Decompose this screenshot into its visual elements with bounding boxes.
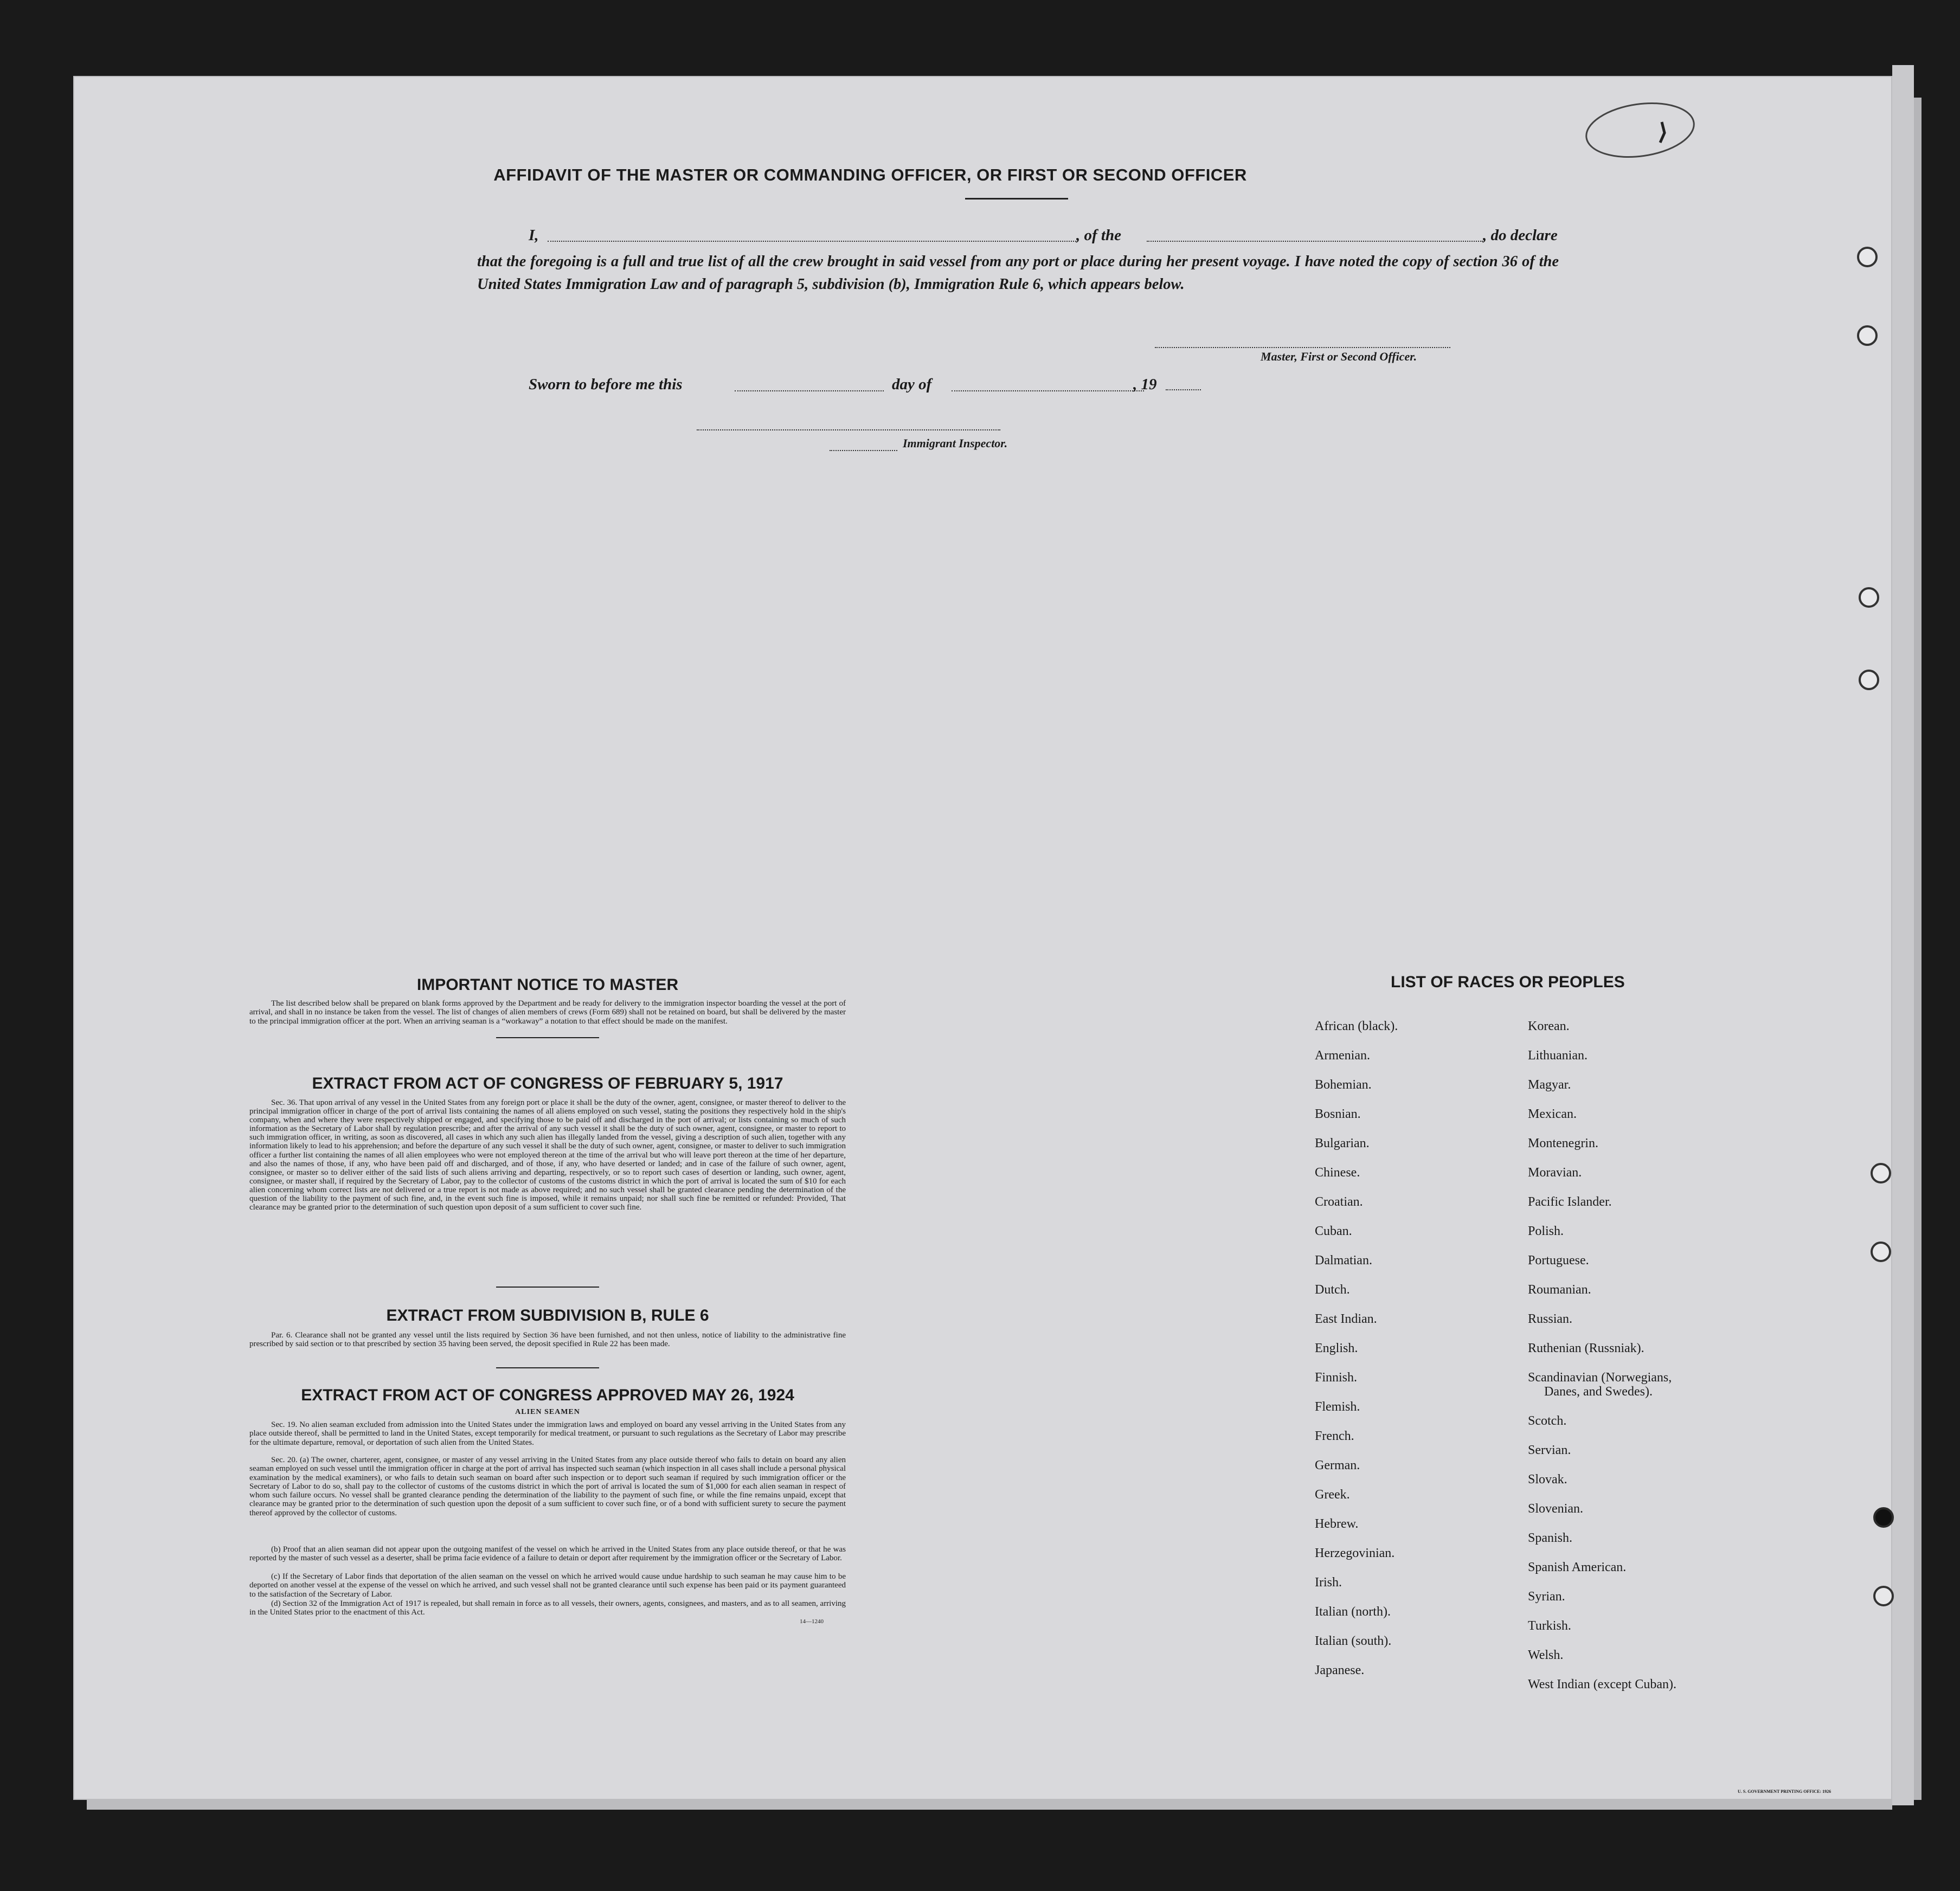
sec19-text: Sec. 19. No alien seaman excluded from admission into the United States under the immigration laws and employed on board any vessel arriving in the United States from any place outside thereof, shall be permitted to land in the United States, except temporarily for medical treatment, or pursuant to such regulations as the Secretary of Labor may prescribe for the ultimate departure, removal, or deportation of such alien from the United States. — [249, 1420, 846, 1447]
race-item: Herzegovinian. — [1315, 1546, 1395, 1560]
inspector-signature-line[interactable] — [697, 429, 1000, 430]
binder-hole-icon — [1857, 247, 1878, 267]
extract-1917-title: EXTRACT FROM ACT OF CONGRESS OF FEBRUARY 5, 1917 — [312, 1075, 783, 1092]
race-item: Magyar. — [1528, 1078, 1571, 1092]
sec20d-text: (d) Section 32 of the Immigration Act of 1917 is repealed, but shall remain in force as to all vessels, their owners, agents, consignees, and masters, and as to all seamen, arriving in the United States prior to the enactment of this Act. — [249, 1599, 846, 1617]
notice-title: IMPORTANT NOTICE TO MASTER — [416, 976, 679, 994]
binder-hole-icon — [1873, 1507, 1894, 1528]
race-item: Montenegrin. — [1528, 1136, 1598, 1150]
race-item: Finnish. — [1315, 1371, 1358, 1385]
race-item: Italian (south). — [1315, 1634, 1392, 1648]
sworn-year-line[interactable] — [1166, 389, 1201, 390]
race-item: Slovak. — [1528, 1472, 1567, 1487]
race-item: Roumanian. — [1528, 1283, 1591, 1297]
race-item: Slovenian. — [1528, 1502, 1583, 1516]
form-number: 14—1240 — [800, 1618, 824, 1625]
race-item: Cuban. — [1315, 1224, 1352, 1238]
race-item: French. — [1315, 1429, 1354, 1443]
race-item: Turkish. — [1528, 1619, 1571, 1633]
page-edge-shadow — [1914, 98, 1922, 1800]
race-item: Spanish. — [1528, 1531, 1573, 1545]
race-item: Croatian. — [1315, 1195, 1363, 1209]
race-item: Hebrew. — [1315, 1517, 1359, 1531]
race-item: Scotch. — [1528, 1414, 1567, 1428]
officer-signature-label: Master, First or Second Officer. — [1261, 350, 1417, 363]
race-item: Ruthenian (Russniak). — [1528, 1341, 1644, 1355]
affidavit-body: that the foregoing is a full and true list of all the crew brought in said vessel from any port or place during her present voyage. I have noted the copy of section 36 of the United States Immigration Law and of paragraph 5, subdivision (b), Immigration Rule 6, which appears below. — [477, 253, 1559, 293]
binder-hole-icon — [1871, 1242, 1891, 1262]
year-prefix: , 19 — [1133, 376, 1157, 393]
affidavit-i: I, — [529, 227, 539, 244]
sec20a-text: Sec. 20. (a) The owner, charterer, agent, consignee, or master of any vessel arriving in the United States from any place outside thereof who fails to detain on board any alien seaman employed on such vessel until the immigration officer in charge at the port of arrival has inspected such seaman (which inspection in all cases shall include a personal physical examination by the medical examiners), or who fails to detain such seaman on board after such inspection or to deport such seaman if required by such immigration officer or the Secretary of Labor to do so, shall pay to the collector of customs of the customs district in which the port of arrival is located the sum of $1,000 for each alien seaman in respect of whom such failure occurs. No vessel shall be granted clearance pending the determination of the liability to the payment of such fine, or while the fine remains unpaid, except that clearance may be granted prior to the determination of such question upon the deposit of a sum sufficient to cover such fine, or of a bond with sufficient surety to secure the payment thereof approved by the collector of customs. — [249, 1456, 846, 1517]
subdiv-b-text: Par. 6. Clearance shall not be granted any vessel until the lists required by Section 36 have been furnished, and not then unless, notice of liability to the administrative fine prescribed by said section or to that prescribed by section 35 having been served, the deposit specified in Rule 22 has been made. — [249, 1331, 846, 1349]
race-item: Irish. — [1315, 1575, 1342, 1590]
race-item: Danes, and Swedes). — [1544, 1385, 1653, 1399]
race-item: Moravian. — [1528, 1166, 1582, 1180]
binder-hole-icon — [1873, 1586, 1894, 1606]
officer-signature-line[interactable] — [1155, 347, 1450, 348]
subdiv-b-title: EXTRACT FROM SUBDIVISION B, RULE 6 — [386, 1307, 709, 1324]
affidavit-title: AFFIDAVIT OF THE MASTER OR COMMANDING OFFICER, OR FIRST OR SECOND OFFICER — [493, 165, 1247, 184]
extract-1917-rule — [496, 1287, 599, 1288]
extract-1924-title: EXTRACT FROM ACT OF CONGRESS APPROVED MAY 26, 1924 — [301, 1386, 794, 1404]
race-item: Portuguese. — [1528, 1253, 1589, 1268]
race-item: Spanish American. — [1528, 1560, 1627, 1574]
day-of-label: day of — [892, 376, 932, 393]
subdiv-b-rule — [496, 1367, 599, 1368]
race-item: Bosnian. — [1315, 1107, 1361, 1121]
stamp-mark — [1575, 98, 1700, 168]
race-item: African (black). — [1315, 1019, 1398, 1033]
sworn-month-line[interactable] — [952, 390, 1144, 391]
race-item: Chinese. — [1315, 1166, 1360, 1180]
page-edge — [1892, 65, 1914, 1805]
race-item: Syrian. — [1528, 1590, 1565, 1604]
sec20b-text: (b) Proof that an alien seaman did not appear upon the outgoing manifest of the vessel on which he arrived in the United States from any place outside thereof, or that he was reported by the master of such vessel as a deserter, shall be prima facie evidence of a failure to detain or deport after requirement by the immigration officer or the Secretary of Labor. — [249, 1545, 846, 1563]
race-item: Flemish. — [1315, 1400, 1360, 1414]
race-item: Mexican. — [1528, 1107, 1577, 1121]
race-item: Bulgarian. — [1315, 1136, 1370, 1150]
binder-hole-icon — [1859, 587, 1879, 608]
sec20c-text: (c) If the Secretary of Labor finds that deportation of the alien seaman on the vessel on which he arrived would cause undue hardship to such seaman he may cause him to be deported on another vessel at the expense of the vessel on which he arrived, and such vessel shall not be granted clearance until such expense has been paid or its payment guaranteed to the satisfaction of the Secretary of Labor. — [249, 1572, 846, 1599]
binder-hole-icon — [1857, 325, 1878, 346]
race-item: German. — [1315, 1458, 1360, 1472]
title-rule — [965, 198, 1068, 200]
sworn-prefix: Sworn to before me this — [529, 376, 683, 393]
race-item: Italian (north). — [1315, 1605, 1391, 1619]
extract-1917-text: Sec. 36. That upon arrival of any vessel in the United States from any foreign port or place it shall be the duty of the owner, agent, consignee, or master thereof to deliver to the principal immigration officer in charge of the port of arrival lists containing the names of all aliens employed on such vessel, stating the positions they respectively hold in the ship's company, when and where they were respectively shipped or engaged, and specifying those to be paid off and discharged in the port of arrival; or lists containing so much of such information as the Secretary of Labor shall by regulation prescribe; and after the arrival of any such vessel it shall be the duty of such owner, agent, consignee, or master to report to such immigration officer, in writing, as soon as discovered, all cases in which any such alien has illegally landed from the vessel, giving a description of such alien, together with any information likely to lead to his apprehension; and before the departure of any such vessel it shall be the duty of such owner, agent, consignee, or master to deliver to such immigration officer a further list containing the names of all alien employees who were not employed thereon at the time of the arrival but who will leave port thereon at the time of her departure, and also the names of those, if any, who have been paid off and discharged, and of those, if any, who have deserted or landed; and in case of the failure of such owner, agent, consignee, or master so to deliver either of the said lists of such aliens arriving and departing, respectively, or so to report such cases of desertion or landing, such owner, agent, consignee, or master shall, if required by the Secretary of Labor, pay to the collector of customs of the customs district in which the port of arrival is located the sum of $10 for each alien concerning whom correct lists are not delivered or a true report is not made as above required; and no such vessel shall be granted clearance pending the determination of the question of the liability to the payment of such fine, and, in the event such fine is imposed, while it remains unpaid; nor shall such fine be remitted or refunded: Provided, That clearance may be granted prior to the determination of such question upon deposit of a sum sufficient to cover such fine. — [249, 1098, 846, 1212]
race-item: Servian. — [1528, 1443, 1571, 1457]
inspector-short-line — [830, 450, 897, 451]
race-item: Scandinavian (Norwegians, — [1528, 1371, 1672, 1385]
inspector-label: Immigrant Inspector. — [903, 436, 1008, 450]
affidavit-declare: , do declare — [1483, 227, 1558, 244]
race-item: Japanese. — [1315, 1663, 1365, 1677]
notice-text: The list described below shall be prepared on blank forms approved by the Department and be ready for delivery to the immigration inspector boarding the vessel at the port of arrival, and shall in no instance be taken from the vessel. The list of changes of alien members of crews (Form 689) shall not be retained on board, but shall be delivered by the master to the principal immigration officer at the port. When an arriving seaman is a “workaway” a notation to that effect should be made on the manifest. — [249, 999, 846, 1026]
notice-rule — [496, 1037, 599, 1038]
binder-hole-icon — [1859, 670, 1879, 690]
race-item: English. — [1315, 1341, 1358, 1355]
vessel-line[interactable] — [1147, 241, 1483, 242]
race-item: Lithuanian. — [1528, 1049, 1588, 1063]
race-item: Bohemian. — [1315, 1078, 1372, 1092]
sworn-day-line[interactable] — [735, 390, 884, 391]
alien-seamen-subtitle: ALIEN SEAMEN — [515, 1408, 580, 1416]
name-line[interactable] — [548, 241, 1076, 242]
race-item: Dalmatian. — [1315, 1253, 1372, 1268]
page-bottom-edge — [87, 1800, 1892, 1810]
race-item: Welsh. — [1528, 1648, 1564, 1662]
race-item: Armenian. — [1315, 1049, 1370, 1063]
affidavit-of-the: , of the — [1076, 227, 1121, 244]
race-item: Dutch. — [1315, 1283, 1350, 1297]
races-title: LIST OF RACES OR PEOPLES — [1391, 973, 1625, 991]
race-item: Polish. — [1528, 1224, 1564, 1238]
race-item: Korean. — [1528, 1019, 1570, 1033]
race-item: West Indian (except Cuban). — [1528, 1677, 1676, 1691]
race-item: Russian. — [1528, 1312, 1573, 1326]
race-item: Pacific Islander. — [1528, 1195, 1612, 1209]
printer-imprint: U. S. GOVERNMENT PRINTING OFFICE: 1926 — [1738, 1789, 1832, 1794]
binder-hole-icon — [1871, 1163, 1891, 1184]
race-item: East Indian. — [1315, 1312, 1377, 1326]
race-item: Greek. — [1315, 1488, 1350, 1502]
form-page — [73, 76, 1892, 1800]
